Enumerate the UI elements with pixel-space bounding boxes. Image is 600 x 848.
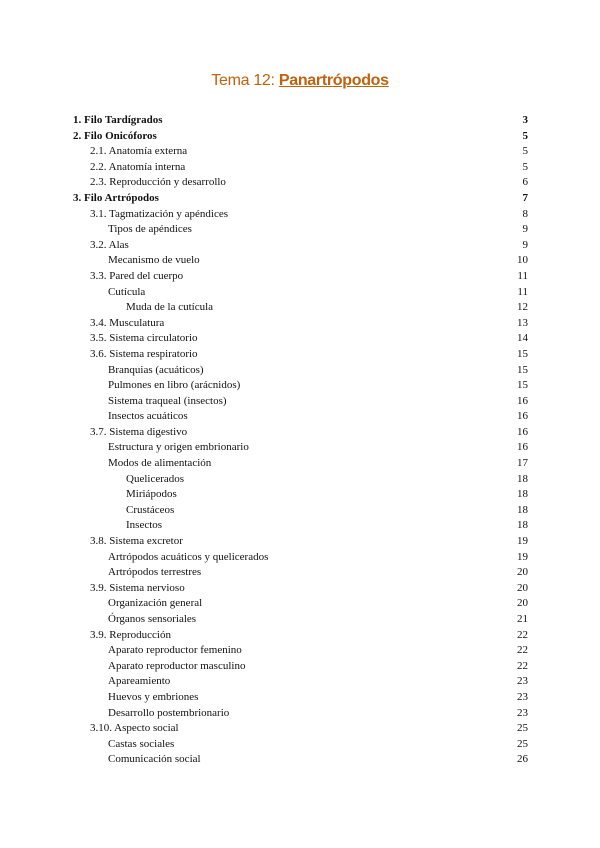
toc-entry-page: 22 bbox=[517, 644, 528, 657]
title-main: Panartrópodos bbox=[278, 72, 389, 89]
toc-entry-title: Aparato reproductor femenino bbox=[108, 644, 242, 657]
toc-entry[interactable] bbox=[73, 706, 528, 722]
toc-entry-page: 18 bbox=[517, 472, 528, 485]
toc-entry-title: Estructura y origen embrionario bbox=[108, 441, 249, 454]
toc-entry-title: Pulmones en libro (arácnidos) bbox=[108, 379, 241, 392]
toc-entry-title: Órganos sensoriales bbox=[108, 613, 197, 625]
toc-entry-page: 14 bbox=[517, 332, 528, 345]
toc-entry[interactable] bbox=[73, 550, 528, 566]
toc-entry[interactable] bbox=[73, 331, 528, 347]
toc-entry[interactable] bbox=[73, 456, 528, 472]
toc-entry-title: 3.2. Alas bbox=[90, 238, 129, 251]
toc-entry[interactable] bbox=[73, 191, 528, 207]
toc-entry-title: 3.7. Sistema digestivo bbox=[90, 425, 188, 438]
toc-entry-title: Mecanismo de vuelo bbox=[108, 254, 200, 267]
toc-entry[interactable] bbox=[73, 487, 528, 503]
toc-entry-page: 20 bbox=[517, 597, 528, 610]
toc-entry-page: 6 bbox=[522, 176, 528, 189]
toc-entry-title: Insectos bbox=[126, 519, 163, 532]
toc-entry-title: Modos de alimentación bbox=[108, 457, 212, 470]
toc-entry-page: 16 bbox=[517, 425, 528, 438]
toc-entry[interactable] bbox=[73, 378, 528, 394]
toc-entry-title: Comunicación social bbox=[108, 753, 201, 766]
page-title bbox=[0, 72, 600, 90]
toc-entry-page: 18 bbox=[517, 519, 528, 532]
toc-entry-page: 23 bbox=[517, 706, 528, 719]
toc-entry[interactable] bbox=[73, 129, 528, 145]
toc-entry[interactable] bbox=[73, 394, 528, 410]
toc-entry[interactable] bbox=[73, 253, 528, 269]
toc-entry[interactable] bbox=[73, 503, 528, 519]
toc-entry[interactable] bbox=[73, 222, 528, 238]
toc-entry-title: 2.2. Anatomía interna bbox=[90, 160, 186, 173]
toc-entry-page: 15 bbox=[517, 379, 528, 392]
toc-entry-title: 1. Filo Tardígrados bbox=[73, 114, 163, 126]
toc-entry-page: 23 bbox=[517, 675, 528, 688]
toc-entry-page: 5 bbox=[522, 129, 528, 142]
toc-entry[interactable] bbox=[73, 472, 528, 488]
toc-entry-title: 2.3. Reproducción y desarrollo bbox=[90, 176, 226, 189]
toc-entry-page: 16 bbox=[517, 394, 528, 407]
toc-entry[interactable] bbox=[73, 269, 528, 285]
toc-entry-page: 17 bbox=[517, 457, 528, 470]
toc-entry[interactable] bbox=[73, 363, 528, 379]
toc-entry-page: 25 bbox=[517, 722, 528, 735]
toc-entry[interactable] bbox=[73, 160, 528, 176]
toc-entry-page: 22 bbox=[517, 659, 528, 672]
toc-entry-page: 18 bbox=[517, 503, 528, 516]
toc-entry[interactable] bbox=[73, 409, 528, 425]
toc-entry-title: 3.9. Sistema nervioso bbox=[90, 581, 185, 594]
toc-entry-page: 19 bbox=[517, 550, 528, 563]
toc-entry-title: Organización general bbox=[108, 597, 203, 610]
toc-entry-page: 16 bbox=[517, 441, 528, 454]
toc-entry[interactable] bbox=[73, 300, 528, 316]
toc-entry-title: Aparato reproductor masculino bbox=[108, 659, 246, 672]
toc-entry-page: 21 bbox=[517, 613, 528, 625]
toc-entry-title: Artrópodos terrestres bbox=[108, 566, 202, 579]
toc-entry-title: Quelicerados bbox=[126, 472, 185, 485]
toc-entry[interactable] bbox=[73, 316, 528, 332]
toc-entry[interactable] bbox=[73, 674, 528, 690]
toc-entry-title: Castas sociales bbox=[108, 737, 175, 750]
toc-entry-title: Desarrollo postembrionario bbox=[108, 706, 230, 719]
toc-entry-page: 18 bbox=[517, 488, 528, 501]
toc-entry-title: 3.1. Tagmatización y apéndices bbox=[90, 207, 229, 220]
toc-entry-page: 5 bbox=[522, 145, 528, 158]
toc-entry-page: 9 bbox=[522, 238, 528, 251]
toc-entry-title: Tipos de apéndices bbox=[108, 223, 192, 236]
toc-entry-title: 2. Filo Onicóforos bbox=[73, 129, 157, 142]
toc-entry-title: 3.5. Sistema circulatorio bbox=[90, 332, 198, 345]
toc-entry-title: Insectos acuáticos bbox=[108, 410, 188, 423]
toc-entry-title: Artrópodos acuáticos y quelicerados bbox=[108, 550, 269, 563]
toc-entry-page: 13 bbox=[517, 316, 528, 329]
toc-entry-title: 3.10. Aspecto social bbox=[90, 722, 179, 735]
table-of-contents bbox=[73, 113, 528, 768]
toc-entry[interactable] bbox=[73, 659, 528, 675]
toc-entry-title: 3.6. Sistema respiratorio bbox=[90, 347, 198, 360]
toc-entry[interactable] bbox=[73, 612, 528, 628]
toc-entry-page: 23 bbox=[517, 690, 528, 703]
toc-entry[interactable] bbox=[73, 737, 528, 753]
toc-entry-title: Cutícula bbox=[108, 285, 146, 298]
toc-entry-page: 15 bbox=[517, 347, 528, 360]
toc-entry-title: 3. Filo Artrópodos bbox=[73, 191, 159, 204]
toc-entry-page: 26 bbox=[517, 753, 528, 766]
toc-entry[interactable] bbox=[73, 565, 528, 581]
toc-entry-title: Crustáceos bbox=[126, 503, 175, 516]
toc-entry-title: Huevos y embriones bbox=[108, 690, 199, 703]
toc-entry-page: 15 bbox=[517, 363, 528, 376]
toc-entry-page: 7 bbox=[522, 191, 528, 204]
toc-entry-page: 8 bbox=[522, 207, 528, 220]
toc-entry-page: 22 bbox=[517, 628, 528, 641]
toc-entry-title: Apareamiento bbox=[108, 675, 171, 688]
toc-entry-page: 11 bbox=[517, 269, 528, 282]
toc-entry[interactable] bbox=[73, 347, 528, 363]
toc-entry-page: 20 bbox=[517, 566, 528, 579]
toc-entry[interactable] bbox=[73, 113, 528, 129]
toc-entry[interactable] bbox=[73, 238, 528, 254]
toc-entry[interactable] bbox=[73, 534, 528, 550]
toc-entry-title: 3.9. Reproducción bbox=[90, 628, 171, 641]
toc-entry-page: 9 bbox=[522, 223, 528, 236]
toc-entry[interactable] bbox=[73, 721, 528, 737]
toc-entry-page: 20 bbox=[517, 581, 528, 594]
toc-entry[interactable] bbox=[73, 643, 528, 659]
toc-entry-page: 11 bbox=[517, 285, 528, 298]
toc-entry-page: 10 bbox=[517, 254, 528, 267]
toc-entry[interactable] bbox=[73, 690, 528, 706]
toc-entry-page: 12 bbox=[517, 301, 528, 314]
toc-entry-title: 3.3. Pared del cuerpo bbox=[90, 269, 184, 282]
toc-entry[interactable] bbox=[73, 752, 528, 768]
toc-entry[interactable] bbox=[73, 207, 528, 223]
toc-entry-title: 3.4. Musculatura bbox=[90, 316, 165, 329]
toc-entry-title: Sistema traqueal (insectos) bbox=[108, 394, 227, 407]
toc-entry-page: 25 bbox=[517, 737, 528, 750]
toc-entry[interactable] bbox=[73, 144, 528, 160]
toc-entry[interactable] bbox=[73, 628, 528, 644]
toc-entry[interactable] bbox=[73, 518, 528, 534]
toc-entry[interactable] bbox=[73, 175, 528, 191]
toc-entry-title: Muda de la cutícula bbox=[126, 301, 214, 314]
toc-entry[interactable] bbox=[73, 285, 528, 301]
toc-entry-page: 19 bbox=[517, 535, 528, 548]
toc-entry-title: Branquias (acuáticos) bbox=[108, 363, 204, 376]
toc-entry[interactable] bbox=[73, 425, 528, 441]
toc-entry[interactable] bbox=[73, 596, 528, 612]
toc-entry-page: 3 bbox=[522, 114, 528, 126]
toc-entry-page: 16 bbox=[517, 410, 528, 423]
toc-entry-page: 5 bbox=[522, 160, 528, 173]
toc-entry[interactable] bbox=[73, 581, 528, 597]
title-prefix: Tema 12: bbox=[211, 72, 275, 89]
toc-entry-title: Miriápodos bbox=[126, 488, 177, 501]
toc-entry[interactable] bbox=[73, 440, 528, 456]
toc-entry-title: 2.1. Anatomía externa bbox=[90, 145, 188, 158]
toc-entry-title: 3.8. Sistema excretor bbox=[90, 535, 183, 548]
